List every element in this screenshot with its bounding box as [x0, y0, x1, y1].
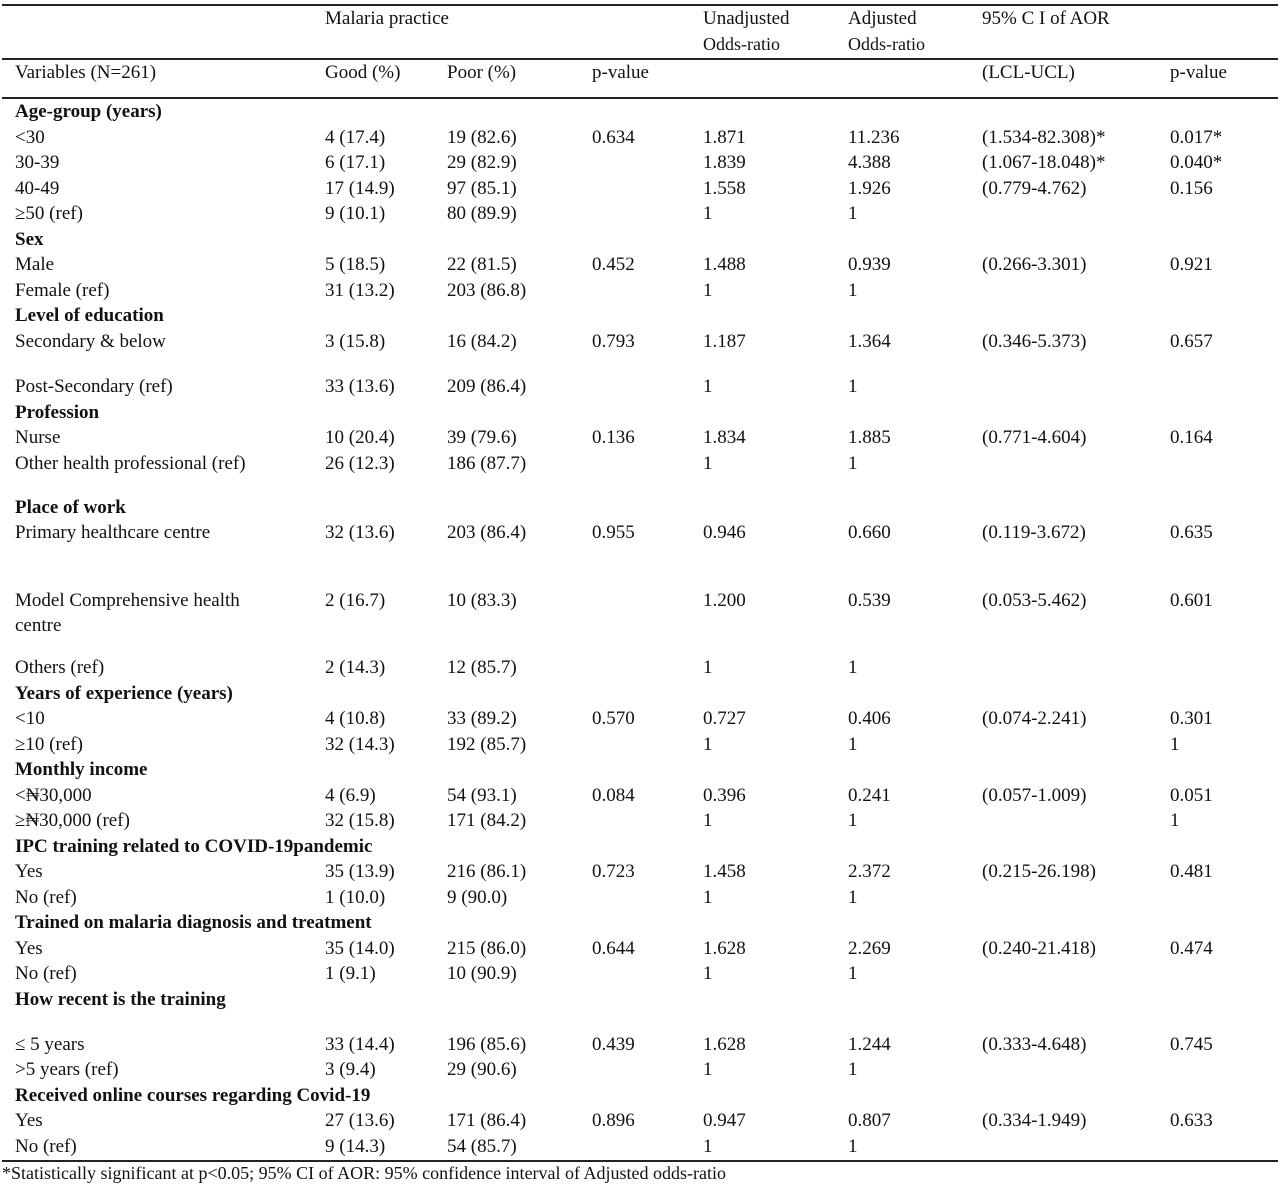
- adjusted-or-cell: 1: [848, 810, 858, 831]
- section-heading: Profession: [15, 402, 100, 423]
- header-adjusted-1: Adjusted: [848, 8, 917, 29]
- poor-cell: 196 (85.6): [447, 1034, 527, 1055]
- section-heading: Sex: [15, 229, 44, 250]
- unadjusted-or-cell: 1: [703, 1136, 713, 1157]
- poor-cell: 216 (86.1): [447, 861, 527, 882]
- pvalue-2-cell: 0.633: [1170, 1110, 1213, 1131]
- pvalue-cell: 0.955: [592, 522, 635, 543]
- row-label: Primary healthcare centre: [15, 522, 211, 543]
- unadjusted-or-cell: 0.727: [703, 708, 746, 729]
- poor-cell: 215 (86.0): [447, 938, 527, 959]
- unadjusted-or-cell: 1.200: [703, 590, 746, 611]
- unadjusted-or-cell: 1: [703, 203, 713, 224]
- bottom-rule: [2, 1160, 1278, 1162]
- adjusted-or-cell: 1: [848, 376, 858, 397]
- row-label: 40-49: [15, 178, 60, 199]
- unadjusted-or-cell: 1.834: [703, 427, 746, 448]
- poor-cell: 192 (85.7): [447, 734, 527, 755]
- unadjusted-or-cell: 1.871: [703, 127, 746, 148]
- poor-cell: 171 (84.2): [447, 810, 527, 831]
- good-cell: 27 (13.6): [325, 1110, 395, 1131]
- row-label: ≤ 5 years: [15, 1034, 85, 1055]
- adjusted-or-cell: 1: [848, 203, 858, 224]
- top-rule: [2, 4, 1278, 6]
- unadjusted-or-cell: 1.558: [703, 178, 746, 199]
- unadjusted-or-cell: 1: [703, 887, 713, 908]
- row-label: Yes: [15, 1110, 43, 1131]
- unadjusted-or-cell: 1: [703, 453, 713, 474]
- good-cell: 35 (14.0): [325, 938, 395, 959]
- adjusted-or-cell: 1.926: [848, 178, 891, 199]
- adjusted-or-cell: 0.939: [848, 254, 891, 275]
- pvalue-cell: 0.136: [592, 427, 635, 448]
- poor-cell: 29 (90.6): [447, 1059, 517, 1080]
- good-cell: 33 (14.4): [325, 1034, 395, 1055]
- section-heading: Received online courses regarding Covid-19: [15, 1085, 371, 1106]
- good-cell: 32 (13.6): [325, 522, 395, 543]
- row-label: >5 years (ref): [15, 1059, 119, 1080]
- ci-cell: (1.534-82.308)*: [982, 127, 1106, 148]
- ci-cell: (0.346-5.373): [982, 331, 1087, 352]
- section-heading: IPC training related to COVID-19pandemic: [15, 836, 373, 857]
- pvalue-2-cell: 0.301: [1170, 708, 1213, 729]
- unadjusted-or-cell: 0.947: [703, 1110, 746, 1131]
- ci-cell: (1.067-18.048)*: [982, 152, 1106, 173]
- poor-cell: 10 (90.9): [447, 963, 517, 984]
- header-adjusted-2: Odds-ratio: [848, 34, 925, 54]
- ci-cell: (0.333-4.648): [982, 1034, 1087, 1055]
- row-label: <₦30,000: [15, 785, 92, 806]
- good-cell: 26 (12.3): [325, 453, 395, 474]
- adjusted-or-cell: 1: [848, 657, 858, 678]
- ci-cell: (0.074-2.241): [982, 708, 1087, 729]
- pvalue-2-cell: 0.164: [1170, 427, 1213, 448]
- header-variables: Variables (N=261): [15, 62, 157, 83]
- pvalue-cell: 0.793: [592, 331, 635, 352]
- pvalue-2-cell: 0.481: [1170, 861, 1213, 882]
- adjusted-or-cell: 2.269: [848, 938, 891, 959]
- pvalue-2-cell: 0.051: [1170, 785, 1213, 806]
- good-cell: 2 (16.7): [325, 590, 386, 611]
- ci-cell: (0.240-21.418): [982, 938, 1096, 959]
- unadjusted-or-cell: 1.628: [703, 1034, 746, 1055]
- ci-cell: (0.053-5.462): [982, 590, 1087, 611]
- unadjusted-or-cell: 1.839: [703, 152, 746, 173]
- good-cell: 35 (13.9): [325, 861, 395, 882]
- row-label: Post-Secondary (ref): [15, 376, 173, 397]
- good-cell: 2 (14.3): [325, 657, 386, 678]
- unadjusted-or-cell: 1: [703, 963, 713, 984]
- row-label: No (ref): [15, 963, 77, 984]
- good-cell: 6 (17.1): [325, 152, 386, 173]
- row-label: 30-39: [15, 152, 60, 173]
- header-pvalue: p-value: [592, 62, 649, 83]
- poor-cell: 54 (85.7): [447, 1136, 517, 1157]
- pvalue-cell: 0.634: [592, 127, 635, 148]
- header-unadjusted-1: Unadjusted: [703, 8, 790, 29]
- good-cell: 9 (10.1): [325, 203, 386, 224]
- poor-cell: 97 (85.1): [447, 178, 517, 199]
- unadjusted-or-cell: 1.488: [703, 254, 746, 275]
- pvalue-cell: 0.896: [592, 1110, 635, 1131]
- header-pvalue-2: p-value: [1170, 62, 1227, 83]
- row-label: Secondary & below: [15, 331, 166, 352]
- row-label: Yes: [15, 861, 43, 882]
- adjusted-or-cell: 1: [848, 963, 858, 984]
- adjusted-or-cell: 1: [848, 453, 858, 474]
- row-label: <30: [15, 127, 45, 148]
- unadjusted-or-cell: 0.946: [703, 522, 746, 543]
- ci-cell: (0.119-3.672): [982, 522, 1086, 543]
- row-label: Nurse: [15, 427, 61, 448]
- poor-cell: 22 (81.5): [447, 254, 517, 275]
- unadjusted-or-cell: 1: [703, 1059, 713, 1080]
- good-cell: 31 (13.2): [325, 280, 395, 301]
- good-cell: 3 (15.8): [325, 331, 386, 352]
- header-unadjusted-2: Odds-ratio: [703, 34, 780, 54]
- good-cell: 1 (9.1): [325, 963, 376, 984]
- unadjusted-or-cell: 1.628: [703, 938, 746, 959]
- poor-cell: 16 (84.2): [447, 331, 517, 352]
- header-bottom-rule: [2, 97, 1278, 99]
- adjusted-or-cell: 1.885: [848, 427, 891, 448]
- adjusted-or-cell: 1: [848, 1059, 858, 1080]
- pvalue-2-cell: 0.601: [1170, 590, 1213, 611]
- pvalue-2-cell: 0.156: [1170, 178, 1213, 199]
- adjusted-or-cell: 0.406: [848, 708, 891, 729]
- poor-cell: 9 (90.0): [447, 887, 508, 908]
- row-label: Model Comprehensive health: [15, 590, 240, 611]
- unadjusted-or-cell: 1.187: [703, 331, 746, 352]
- good-cell: 1 (10.0): [325, 887, 386, 908]
- section-heading: Years of experience (years): [15, 683, 233, 704]
- adjusted-or-cell: 0.660: [848, 522, 891, 543]
- pvalue-2-cell: 0.657: [1170, 331, 1213, 352]
- pvalue-2-cell: 0.017*: [1170, 127, 1223, 148]
- adjusted-or-cell: 1.244: [848, 1034, 891, 1055]
- row-label: ≥10 (ref): [15, 734, 83, 755]
- good-cell: 5 (18.5): [325, 254, 386, 275]
- unadjusted-or-cell: 0.396: [703, 785, 746, 806]
- pvalue-cell: 0.570: [592, 708, 635, 729]
- good-cell: 32 (14.3): [325, 734, 395, 755]
- good-cell: 33 (13.6): [325, 376, 395, 397]
- unadjusted-or-cell: 1: [703, 280, 713, 301]
- section-heading: Age-group (years): [15, 101, 162, 122]
- pvalue-cell: 0.439: [592, 1034, 635, 1055]
- ci-cell: (0.779-4.762): [982, 178, 1087, 199]
- pvalue-2-cell: 0.474: [1170, 938, 1213, 959]
- ci-cell: (0.334-1.949): [982, 1110, 1087, 1131]
- unadjusted-or-cell: 1: [703, 376, 713, 397]
- pvalue-cell: 0.723: [592, 861, 635, 882]
- section-heading: Trained on malaria diagnosis and treatment: [15, 912, 372, 933]
- pvalue-cell: 0.084: [592, 785, 635, 806]
- row-label: ≥₦30,000 (ref): [15, 810, 130, 831]
- row-label: <10: [15, 708, 45, 729]
- section-heading: Level of education: [15, 305, 164, 326]
- row-label: No (ref): [15, 1136, 77, 1157]
- adjusted-or-cell: 11.236: [848, 127, 900, 148]
- poor-cell: 171 (86.4): [447, 1110, 527, 1131]
- good-cell: 4 (17.4): [325, 127, 386, 148]
- row-label: Male: [15, 254, 55, 275]
- row-label: Yes: [15, 938, 43, 959]
- adjusted-or-cell: 1: [848, 280, 858, 301]
- good-cell: 4 (6.9): [325, 785, 376, 806]
- ci-cell: (0.266-3.301): [982, 254, 1087, 275]
- row-label: Others (ref): [15, 657, 105, 678]
- adjusted-or-cell: 4.388: [848, 152, 891, 173]
- ci-cell: (0.057-1.009): [982, 785, 1087, 806]
- poor-cell: 203 (86.8): [447, 280, 527, 301]
- adjusted-or-cell: 0.539: [848, 590, 891, 611]
- good-cell: 32 (15.8): [325, 810, 395, 831]
- adjusted-or-cell: 1.364: [848, 331, 891, 352]
- good-cell: 9 (14.3): [325, 1136, 386, 1157]
- good-cell: 17 (14.9): [325, 178, 395, 199]
- poor-cell: 209 (86.4): [447, 376, 527, 397]
- row-label: No (ref): [15, 887, 77, 908]
- poor-cell: 39 (79.6): [447, 427, 517, 448]
- row-label: Other health professional (ref): [15, 453, 246, 474]
- pvalue-cell: 0.452: [592, 254, 635, 275]
- section-heading: Place of work: [15, 497, 126, 518]
- poor-cell: 80 (89.9): [447, 203, 517, 224]
- poor-cell: 186 (87.7): [447, 453, 527, 474]
- good-cell: 10 (20.4): [325, 427, 395, 448]
- pvalue-cell: 0.644: [592, 938, 635, 959]
- pvalue-2-cell: 1: [1170, 734, 1180, 755]
- pvalue-2-cell: 0.921: [1170, 254, 1213, 275]
- poor-cell: 10 (83.3): [447, 590, 517, 611]
- poor-cell: 29 (82.9): [447, 152, 517, 173]
- header-ci-1: 95% C I of AOR: [982, 8, 1110, 29]
- header-malaria-practice: Malaria practice: [325, 8, 449, 29]
- section-heading: How recent is the training: [15, 989, 226, 1010]
- header-good: Good (%): [325, 62, 401, 83]
- row-label: Female (ref): [15, 280, 110, 301]
- section-heading: Monthly income: [15, 759, 148, 780]
- row-label-continued: centre: [15, 615, 62, 636]
- adjusted-or-cell: 0.807: [848, 1110, 891, 1131]
- pvalue-2-cell: 0.635: [1170, 522, 1213, 543]
- poor-cell: 33 (89.2): [447, 708, 517, 729]
- adjusted-or-cell: 1: [848, 887, 858, 908]
- header-poor: Poor (%): [447, 62, 517, 83]
- unadjusted-or-cell: 1: [703, 657, 713, 678]
- good-cell: 3 (9.4): [325, 1059, 376, 1080]
- unadjusted-or-cell: 1.458: [703, 861, 746, 882]
- good-cell: 4 (10.8): [325, 708, 386, 729]
- footnote: *Statistically significant at p<0.05; 95% CI of AOR: 95% confidence interval of Adjusted odds-ratio: [2, 1163, 727, 1183]
- poor-cell: 203 (86.4): [447, 522, 527, 543]
- ci-cell: (0.215-26.198): [982, 861, 1096, 882]
- row-label: ≥50 (ref): [15, 203, 83, 224]
- poor-cell: 19 (82.6): [447, 127, 517, 148]
- pvalue-2-cell: 0.040*: [1170, 152, 1223, 173]
- adjusted-or-cell: 1: [848, 734, 858, 755]
- header-mid-rule: [2, 58, 1278, 60]
- adjusted-or-cell: 0.241: [848, 785, 891, 806]
- poor-cell: 12 (85.7): [447, 657, 517, 678]
- adjusted-or-cell: 2.372: [848, 861, 891, 882]
- pvalue-2-cell: 0.745: [1170, 1034, 1213, 1055]
- pvalue-2-cell: 1: [1170, 810, 1180, 831]
- unadjusted-or-cell: 1: [703, 810, 713, 831]
- ci-cell: (0.771-4.604): [982, 427, 1087, 448]
- adjusted-or-cell: 1: [848, 1136, 858, 1157]
- poor-cell: 54 (93.1): [447, 785, 517, 806]
- header-ci-2: (LCL-UCL): [982, 62, 1075, 83]
- unadjusted-or-cell: 1: [703, 734, 713, 755]
